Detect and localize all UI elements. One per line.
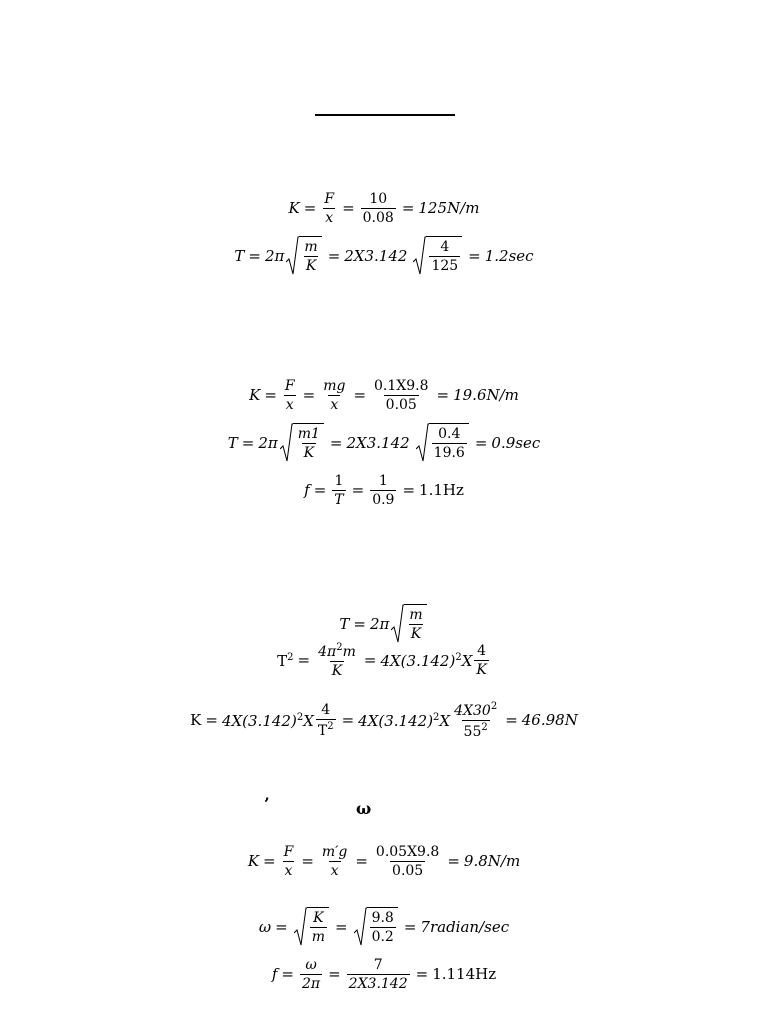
expression-term: $4X(3.142)^2X$ (358, 711, 451, 730)
sqrt-k-over-m: $\frac{K}{m}$ (294, 907, 329, 947)
t-squared-symbol: $T^2$ (277, 651, 294, 670)
q4-spring-constant-equation: K = $\frac{F}{x}$ = $\frac{m'g}{x}$ = $\frac{0.05X9.8}{0.05}$ = 9.8N/m (247, 844, 521, 879)
two-pi-coefficient: 2π (258, 433, 278, 452)
f-over-x-fraction: $\frac{F}{x}$ (283, 844, 294, 879)
k-symbol: K (247, 852, 260, 870)
result-value: 1.1Hz (419, 481, 464, 499)
numeric-fraction: $\frac{10}{0.08}$ (362, 191, 394, 226)
q3-spring-constant-equation: K = $4X(3.142)^2X$ $\frac{4}{T^2}$ = $4X(3.142)^2X$ $\frac{4X30^2}{55^2}$ = 46.98N (190, 701, 578, 740)
q2-spring-constant-equation: K = $\frac{F}{x}$ = $\frac{mg}{x}$ = $\frac{0.1X9.8}{0.05}$ = 19.6N/m (249, 378, 519, 413)
numeric-fraction: $\frac{1}{0.9}$ (372, 473, 395, 508)
mg-over-x-fraction: $\frac{mg}{x}$ (323, 378, 346, 413)
t-symbol: T (234, 246, 245, 265)
two-pi-coefficient: 2π (265, 246, 285, 265)
expression-term: $4X(3.142)^2X$ (221, 711, 314, 730)
numeric-fraction: $\frac{0.05X9.8}{0.05}$ (375, 844, 440, 879)
four-over-t-squared-fraction: $\frac{4}{T^2}$ (317, 702, 334, 739)
result-value: 19.6N/m (453, 386, 519, 404)
f-symbol: f (271, 965, 278, 983)
q3-period-equation: T = 2π $\frac{m}{K}$ (0, 604, 768, 644)
q2-frequency-equation: f = $\frac{1}{T}$ = $\frac{1}{0.9}$ = 1.1Hz (304, 473, 464, 508)
numeric-fraction: $\frac{4X30^2}{55^2}$ (454, 701, 498, 740)
result-value: 1.2sec (484, 246, 534, 265)
omega-heading-mark: ω (356, 799, 372, 818)
omega-over-two-pi-fraction: $\frac{\omega}{2\pi}$ (301, 957, 321, 992)
result-value: 9.8N/m (463, 852, 521, 870)
k-symbol: K (249, 386, 261, 404)
expression-term: $4X(3.142)^2X$ (380, 651, 473, 670)
numeric-fraction: $\frac{0.1X9.8}{0.05}$ (374, 378, 429, 413)
sqrt-numeric: $\frac{9.8}{0.2}$ (354, 907, 398, 947)
q2-period-equation: T = 2π $\frac{m1}{K}$ = 2X3.142 $\frac{0.4}{19.6}$ = 0.9sec (0, 423, 768, 463)
t-symbol: T (227, 433, 238, 452)
t-symbol: T (339, 614, 350, 633)
sqrt-m-over-k: $\frac{m}{K}$ (286, 236, 321, 276)
result-value: 1.114Hz (432, 965, 497, 983)
one-over-t-fraction: $\frac{1}{T}$ (334, 473, 344, 508)
result-value: 7radian/sec (420, 917, 510, 936)
title-underline (315, 114, 455, 116)
result-value: 46.98N (521, 711, 578, 729)
multiplier-value: 2X3.142 (344, 246, 408, 265)
numeric-fraction: $\frac{7}{2X3.142}$ (348, 957, 408, 992)
q1-spring-constant-equation: K = $\frac{F}{x}$ = $\frac{10}{0.08}$ = 125N/m (288, 191, 480, 226)
q4-angular-frequency-equation: ω = $\frac{K}{m}$ = $\frac{9.8}{0.2}$ = 7radian/sec (0, 907, 768, 947)
sqrt-m-over-k: $\frac{m}{K}$ (391, 604, 426, 644)
f-over-x-fraction: $\frac{F}{x}$ (284, 378, 295, 413)
k-symbol: K (190, 711, 202, 729)
result-value: 0.9sec (491, 433, 541, 452)
q1-period-equation: T = 2π $\frac{m}{K}$ = 2X3.142 $\frac{4}{125}$ = 1.2sec (0, 236, 768, 276)
f-over-x-fraction: $\frac{F}{x}$ (324, 191, 335, 226)
multiplier-value: 2X3.142 (346, 433, 410, 452)
q3-period-squared-equation: $T^2$ = $\frac{4\pi^2m}{K}$ = $4X(3.142)^2X$ $\frac{4}{K}$ (277, 642, 487, 679)
omega-symbol: ω (258, 917, 272, 936)
q4-frequency-equation: f = $\frac{\omega}{2\pi}$ = $\frac{7}{2X3.142}$ = 1.114Hz (271, 957, 497, 992)
sqrt-m1-over-k: $\frac{m1}{K}$ (280, 423, 324, 463)
four-pi-squared-m-over-k-fraction: $\frac{4\pi^2m}{K}$ (318, 642, 356, 679)
four-over-k-fraction: $\frac{4}{K}$ (476, 643, 487, 678)
two-pi-coefficient: 2π (369, 614, 390, 633)
f-symbol: f (304, 481, 310, 499)
sqrt-numeric: $\frac{0.4}{19.6}$ (416, 423, 469, 463)
stray-comma-mark: ’ (264, 794, 270, 813)
result-value: 125N/m (418, 199, 480, 217)
k-symbol: K (288, 199, 300, 217)
mg-over-x-fraction: $\frac{m'g}{x}$ (321, 844, 348, 879)
sqrt-numeric: $\frac{4}{125}$ (413, 236, 462, 276)
